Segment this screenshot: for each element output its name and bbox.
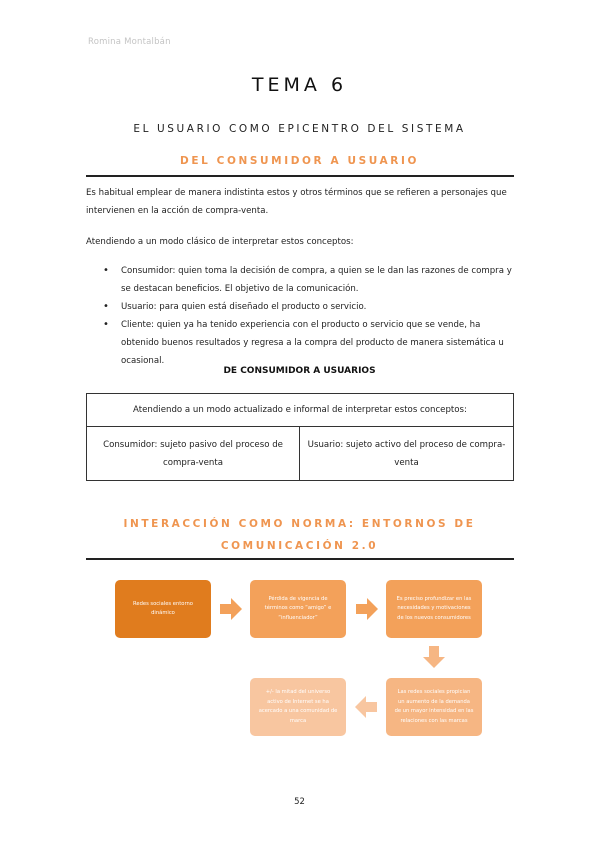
section-heading-line: COMUNICACIÓN 2.0 — [220, 540, 379, 552]
list-item-text: Cliente: quien ya ha tenido experiencia con el producto o servicio que se vende, ha obtenido buenos resultados y regresa a la compra del producto de manera sistemática u ocasional. — [121, 320, 504, 366]
arrow-right-icon — [220, 598, 242, 620]
table-title: DE CONSUMIDOR A USUARIOS — [223, 366, 376, 376]
section-heading-line: INTERACCIÓN COMO NORMA: ENTORNOS DE — [123, 518, 476, 530]
section-divider — [86, 175, 514, 177]
chapter-title: TEMA 6 — [251, 74, 348, 96]
bullet-icon: • — [103, 319, 109, 330]
list-item — [103, 316, 517, 370]
diagram-box-mitad-universo: +/- la mitad del universo activo de Internet se ha acercado a una comunidad de marca — [250, 678, 346, 736]
chapter-subtitle: EL USUARIO COMO EPICENTRO DEL SISTEMA — [133, 123, 466, 135]
diagram-box-perdida-vigencia: Pérdida de vigencia de términos como “amigo” e “influenciador” — [250, 580, 346, 638]
diagram-box-aumento-demanda: Las redes sociales propician un aumento de la demanda de un mayor intensidad en las relaciones con las marcas — [386, 678, 482, 736]
section-heading-interaccion — [0, 513, 599, 557]
section-divider — [86, 558, 514, 560]
page-number: 52 — [294, 797, 305, 807]
list-item — [103, 298, 517, 316]
diagram-box-redes-sociales: Redes sociales entorno dinámico — [115, 580, 211, 638]
table-cell-usuario: Usuario: sujeto activo del proceso de compra-venta — [307, 440, 506, 468]
list-item-text: Consumidor: quien toma la decisión de compra, a quien se le dan las razones de compra y se destacan beneficios. El objetivo de la comunicación. — [121, 266, 512, 294]
arrow-left-icon — [355, 696, 377, 718]
paragraph-intro: Es habitual emplear de manera indistinta estos y otros términos que se refieren a personajes que intervienen en la acción de compra-venta. — [86, 188, 507, 216]
bullet-icon: • — [103, 265, 109, 276]
paragraph-classic: Atendiendo a un modo clásico de interpretar estos conceptos: — [86, 237, 354, 247]
arrow-down-icon — [423, 646, 445, 668]
table-header-cell: Atendiendo a un modo actualizado e informal de interpretar estos conceptos: — [87, 394, 513, 427]
arrow-right-icon — [356, 598, 378, 620]
list-item — [103, 262, 517, 298]
author-header: Romina Montalbán — [88, 37, 171, 47]
comparison-table — [86, 393, 514, 481]
table-cell-consumidor: Consumidor: sujeto pasivo del proceso de compra-venta — [87, 427, 300, 481]
diagram-box-profundizar: Es preciso profundizar en las necesidades y motivaciones de los nuevos consumidores — [386, 580, 482, 638]
list-item-text: Usuario: para quien está diseñado el producto o servicio. — [121, 302, 367, 312]
bullet-icon: • — [103, 301, 109, 312]
bullet-list — [103, 262, 517, 370]
section-heading-consumidor: DEL CONSUMIDOR A USUARIO — [180, 155, 419, 167]
